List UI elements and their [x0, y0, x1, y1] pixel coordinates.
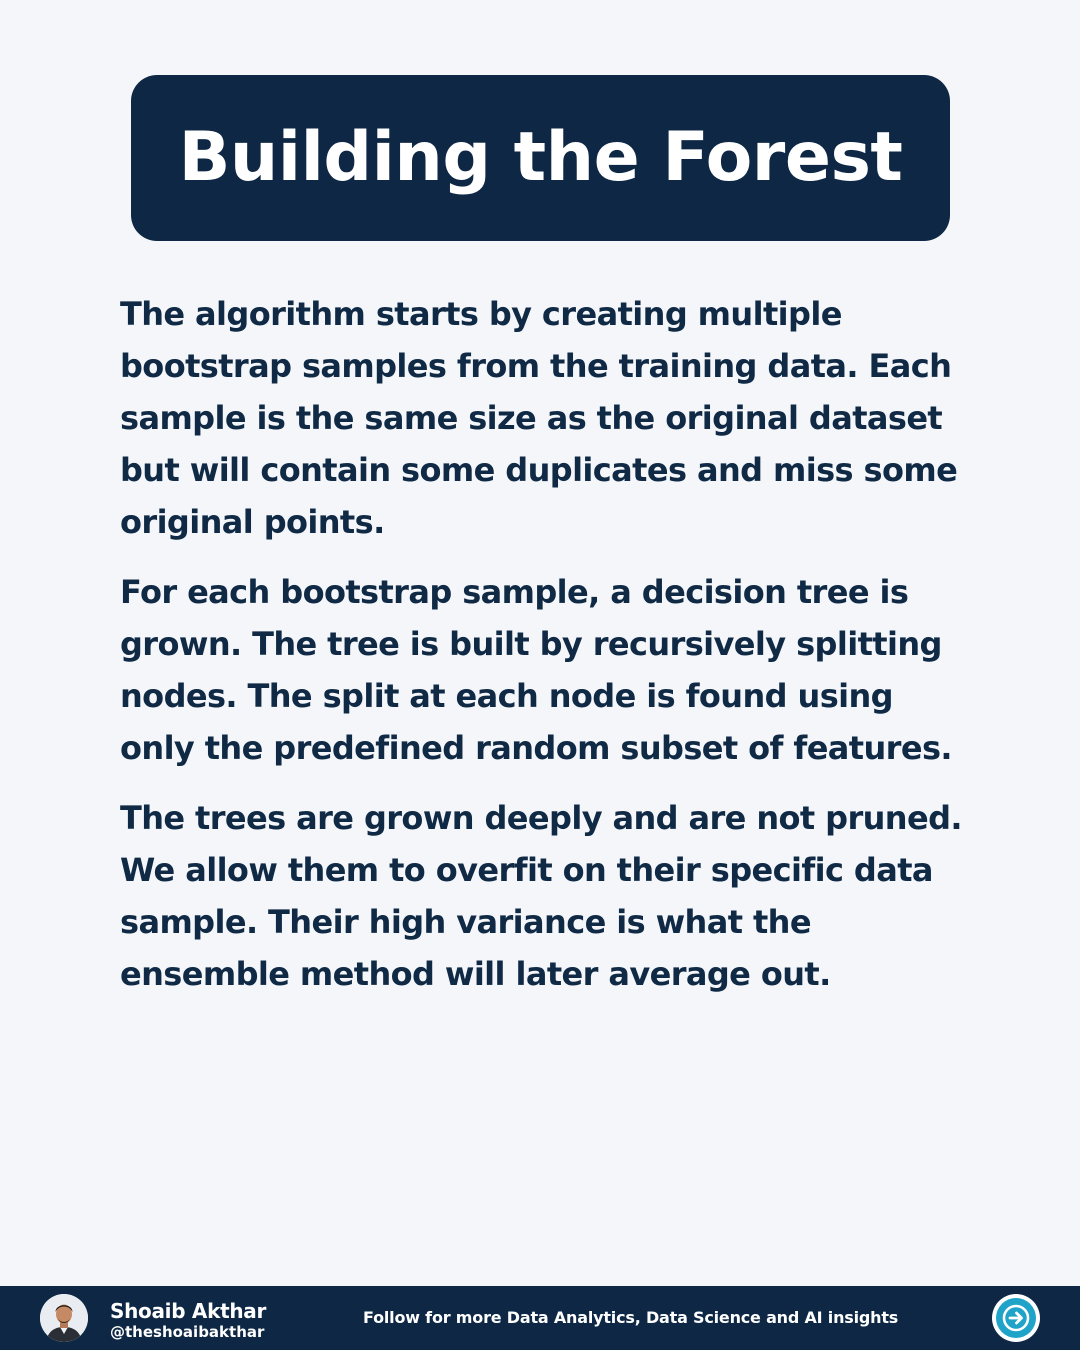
follow-cta-text: Follow for more Data Analytics, Data Science and AI insights: [363, 1308, 899, 1327]
next-button-inner: [996, 1298, 1036, 1338]
page-title: Building the Forest: [178, 118, 903, 197]
avatar-portrait-icon: [40, 1294, 88, 1342]
paragraph-bootstrap: The algorithm starts by creating multiple bootstrap samples from the training data. Each sample is the same size as the original dataset but will contain some duplicates and miss some original points.: [120, 295, 958, 541]
author-name: Shoaib Akthar: [110, 1299, 267, 1323]
paragraph-overfit: The trees are grown deeply and are not pruned. We allow them to overfit on their specific data sample. Their high variance is what the ensemble method will later average out.: [120, 799, 962, 993]
author-handle: @theshoaibakthar: [110, 1323, 265, 1341]
footer-bar: [0, 1286, 1080, 1350]
paragraph-tree-growth: For each bootstrap sample, a decision tree is grown. The tree is built by recursively splitting nodes. The split at each node is found using only the predefined random subset of features.: [120, 573, 952, 767]
title-banner: [131, 75, 950, 241]
arrow-right-icon: [1002, 1304, 1030, 1332]
body-content: [120, 288, 970, 1018]
next-button[interactable]: [992, 1294, 1040, 1342]
avatar[interactable]: [40, 1294, 88, 1342]
